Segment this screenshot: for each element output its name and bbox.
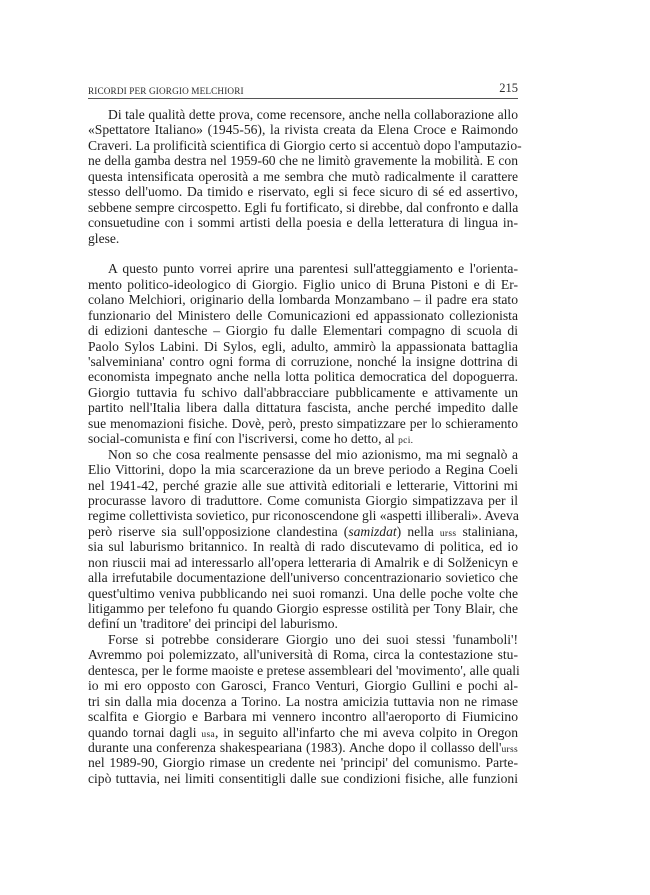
text-line: cipò tuttavia, nei limiti consentitigli dalle sue condizioni fisiche, alle funzioni — [88, 770, 518, 786]
text-line: quest'ultimo veniva pubblicando nei suoi romanzi. Una delle poche volte che — [88, 585, 518, 601]
text-line: alla irrefutabile documentazione dell'universo concentrazionario sovietico che — [88, 570, 518, 586]
text-fragment: ) nella — [396, 523, 440, 539]
text-line: glese. — [88, 230, 120, 246]
text-line: Craveri. La prolificità scientifica di Giorgio certo si accentuò dopo l'amputazio- — [88, 137, 522, 153]
text-fragment: quando tornai dagli — [88, 724, 202, 740]
page-number: 215 — [499, 81, 518, 95]
text-line: ne della gamba destra nel 1959-60 che ne limitò gravemente la mobilità. E con — [88, 153, 518, 169]
text-line: sue menomazioni fisiche. Dovè, però, presto simpatizzare per lo schieramento — [88, 415, 518, 431]
paragraph — [88, 107, 522, 246]
text-line: mento politico-ideologico di Giorgio. Figlio unico di Bruna Pistoni e di Er- — [88, 276, 518, 292]
text-line: Avremmo poi polemizzato, all'università di Roma, circa la contestazione stu- — [88, 647, 518, 663]
text-line: consuetudine con i sommi artisti della poesia e della letteratura di lingua in- — [88, 215, 518, 231]
text-line: dentesca, per le forme maoiste e pretese assembleari del 'movimento', alle quali — [88, 662, 520, 678]
text-line: economista impegnato anche nella lotta politica democratica del dopoguerra. — [88, 369, 518, 385]
text-line — [88, 431, 518, 446]
text-line: stesso dell'uomo. Da timido e riservato, egli si fece sicuro di sé ed assertivo, — [88, 184, 518, 200]
text-line: questa intensificata operosità a me sembra che mutò radicalmente il carattere — [88, 168, 518, 184]
text-line: litigammo per telefono fu quando Giorgio espresse ostilità per Tony Blair, che — [88, 601, 518, 616]
text-line: 'salveminiana' contro ogni forma di corruzione, nonché la insigne dottrina di — [88, 354, 518, 369]
text-fragment: durante una conferenza shakespeariana (1983). Anche dopo il collasso dell' — [88, 739, 502, 755]
text-line: io mi ero opposto con Garosci, Franco Venturi, Giorgio Gullini e pochi al- — [88, 678, 518, 694]
paragraph — [88, 632, 518, 786]
text-line: colano Melchiori, originario della lombarda Monzambano – il padre era stato — [88, 292, 518, 308]
italic-term-samizdat: samizdat — [348, 523, 397, 539]
book-page — [88, 80, 522, 786]
text-line: nel 1989-90, Giorgio rimase un credente nei 'principi' del comunismo. Parte- — [88, 755, 518, 771]
text-line: di edizioni dantesche – Giorgio fu dalle Elementari compagno di scuola di — [88, 323, 518, 339]
body-text — [88, 107, 522, 786]
text-line — [88, 740, 518, 755]
text-line: scalfita e Giorgio e Barbara mi vennero incontro all'aeroporto di Fiumicino — [88, 709, 518, 725]
text-line: Forse si potrebbe considerare Giorgio uno dei suoi stessi 'funamboli'! — [108, 631, 518, 647]
paragraph-spacer — [88, 246, 518, 261]
text-line: nel 1941-42, perché grazie alle sue attività editoriali e letterarie, Vittorini mi — [88, 477, 518, 493]
abbreviation-usa: usa — [201, 729, 215, 740]
abbreviation-pci: pci. — [398, 436, 414, 447]
text-line: sebbene sempre circospetto. Egli fu fortificato, si direbbe, dal confronto e dalla — [88, 199, 519, 215]
text-line: Non so che cosa realmente pensasse del mio azionismo, ma mi segnalò a — [108, 446, 518, 462]
abbreviation-urss: urss — [501, 744, 518, 755]
text-line: regime collettivista sovietico, pur riconoscendone gli «aspetti illiberali». Aveva — [88, 508, 519, 524]
text-line: Di tale qualità dette prova, come recensore, anche nella collaborazione allo — [108, 107, 518, 122]
running-header — [88, 80, 518, 99]
text-line: Giorgio tuttavia fu schivo dall'abbracciare pubblicamente e attivamente un — [88, 384, 518, 400]
paragraph — [88, 447, 518, 632]
text-fragment: staliniana, — [456, 523, 519, 539]
text-line: A questo punto vorrei aprire una parentesi sull'atteggiamento e l'orienta- — [108, 261, 518, 277]
text-line: funzionario del Ministero delle Comunicazioni ed appassionato collezionista — [88, 307, 518, 323]
text-line: procurasse lavoro di traduttore. Come comunista Giorgio simpatizzava per il — [88, 492, 518, 508]
text-line: Elio Vittorini, dopo la mia scarcerazione da un breve periodo a Regina Coeli — [88, 462, 518, 478]
text-line: Paolo Sylos Labini. Di Sylos, egli, adulto, ammirò la appassionata battaglia — [88, 338, 518, 354]
text-line: tri sin dalla mia docenza a Torino. La nostra amicizia tuttavia non ne rimase — [88, 693, 518, 709]
text-line — [88, 524, 518, 539]
text-fragment: social-comunista e finí con l'iscriversi, come ho detto, al — [88, 431, 395, 447]
paragraph — [88, 261, 518, 446]
text-fragment: però riserve sia sull'opposizione clandestina ( — [88, 523, 349, 539]
text-line: «Spettatore Italiano» (1945-56), la rivista creata da Elena Croce e Raimondo — [88, 122, 518, 138]
text-line: sia sul laburismo britannico. In realtà di rado discutevamo di politica, ed io — [88, 539, 518, 555]
text-fragment: , in seguito all'infarto che mi aveva colpito in Oregon — [214, 724, 518, 740]
text-line: partito nell'Italia libera dalla dittatura fascista, anche perché impedito dalle — [88, 400, 518, 416]
text-line: non riuscii mai ad interessarlo all'opera letteraria di Amalrik e di Solženicyn e — [88, 554, 518, 570]
abbreviation-urss: urss — [439, 528, 457, 539]
text-line — [88, 725, 518, 740]
text-line: definí un 'traditore' dei principi del laburismo. — [88, 616, 338, 632]
running-title: RICORDI PER GIORGIO MELCHIORI — [88, 86, 244, 96]
